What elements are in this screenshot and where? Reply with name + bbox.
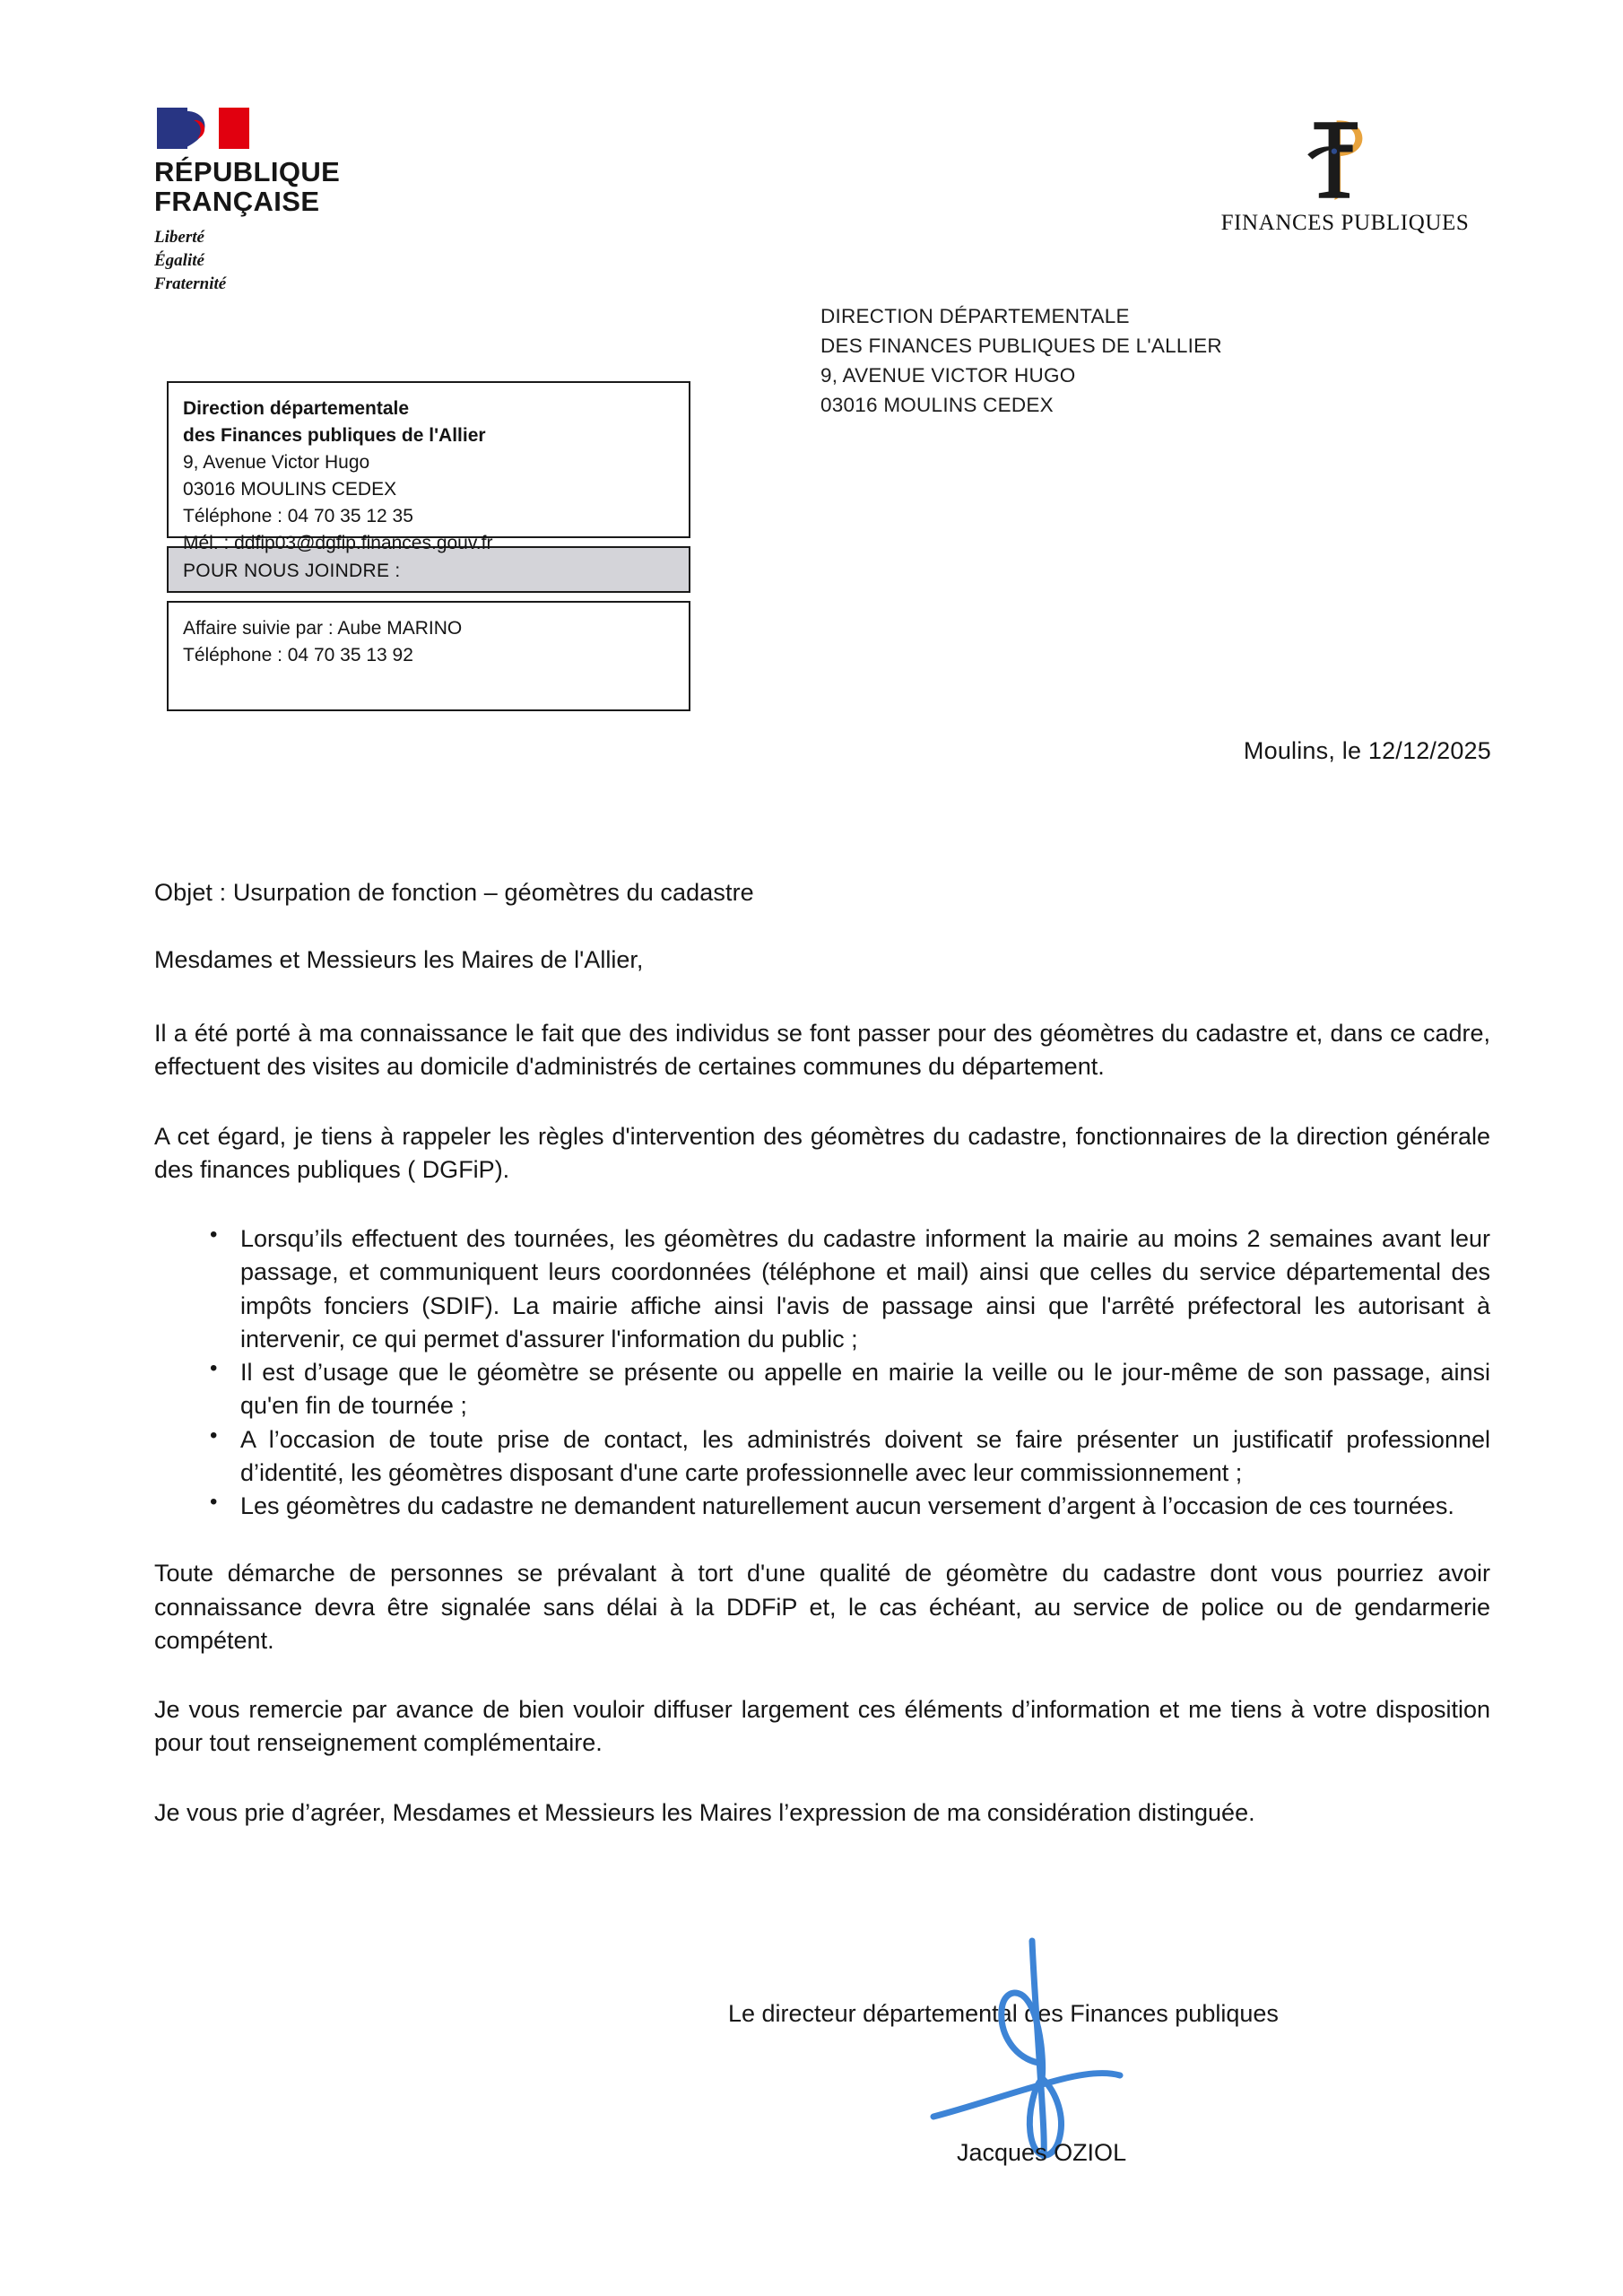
sender-line: 03016 MOULINS CEDEX — [183, 479, 397, 500]
case-handler-phone: Téléphone : 04 70 35 13 92 — [183, 645, 413, 666]
case-handler-box — [167, 601, 690, 711]
address-line: 9, AVENUE VICTOR HUGO — [820, 364, 1076, 387]
republic-line-1: RÉPUBLIQUE — [154, 156, 341, 187]
contact-us-label: POUR NOUS JOINDRE : — [183, 561, 401, 581]
sender-address-box — [167, 381, 690, 554]
address-line: DIRECTION DÉPARTEMENTALE — [820, 305, 1130, 327]
signatory-name: Jacques OZIOL — [957, 2139, 1127, 2166]
case-handler-name: Affaire suivie par : Aube MARINO — [183, 618, 463, 639]
republique-francaise-logo — [154, 108, 450, 297]
french-flag-icon — [157, 108, 249, 149]
sender-line: des Finances publiques de l'Allier — [183, 425, 486, 447]
list-item: • Il est d’usage que le géomètre se présente ou appelle en mairie la veille ou le jour-même de son passage, ainsi qu'en fin de tournée ; — [154, 1356, 1490, 1423]
paragraph-3: Toute démarche de personnes se prévalant à tort d'une qualité de géomètre du cadastre dont vous pourriez avoir connaissance devra être signalée sans délai à la DDFiP et, le cas échéant, au service de police ou de gendarmerie compétent. — [154, 1560, 1490, 1654]
fp-wordmark-text: FINANCES PUBLIQUES — [1220, 211, 1470, 235]
sender-line: Direction départementale — [183, 398, 410, 419]
address-line: 03016 MOULINS CEDEX — [820, 394, 1054, 417]
list-item: • Les géomètres du cadastre ne demandent naturellement aucun versement d’argent à l’occasion de ces tournées. — [154, 1490, 1490, 1523]
salutation: Mesdames et Messieurs les Maires de l'Allier, — [154, 946, 644, 973]
letterhead — [0, 108, 1623, 341]
sender-line: 9, Avenue Victor Hugo — [183, 452, 370, 474]
list-item: • A l’occasion de toute prise de contact, les administrés doivent se faire présenter un justificatif professionnel d’identité, les géomètres disposant d'une carte professionnelle avec leur commissionnement ; — [154, 1423, 1490, 1491]
republic-name — [154, 157, 450, 217]
sender-phone: Téléphone : 04 70 35 12 35 — [183, 506, 413, 527]
paragraph-5: Je vous prie d’agréer, Mesdames et Messieurs les Maires l’expression de ma considération distinguée. — [154, 1798, 1255, 1826]
fp-monogram-icon — [1301, 108, 1390, 204]
date-line: Moulins, le 12/12/2025 — [1243, 737, 1491, 764]
marianne-profile-icon — [176, 108, 212, 149]
motto-fraternite: Fraternité — [154, 274, 227, 294]
contact-boxes — [167, 381, 690, 711]
destination-address — [820, 301, 1222, 420]
motto-egalite: Égalité — [154, 251, 204, 271]
signatory-title: Le directeur départemental des Finances publiques — [728, 2000, 1279, 2027]
paragraph-4: Je vous remercie par avance de bien vouloir diffuser largement ces éléments d’information et me tiens à votre disposition pour tout renseignement complémentaire. — [154, 1696, 1490, 1757]
rules-list — [154, 1222, 1490, 1523]
list-item: • Lorsqu’ils effectuent des tournées, les géomètres du cadastre informent la mairie au moins 2 semaines avant leur passage, et communiquent leurs coordonnées (téléphone et mail) ainsi que celles du service départemental des impôts fonciers (SDIF). La mairie affiche ainsi l'avis de passage ainsi que l'arrêté préfectoral les autorisant à intervenir, ce qui permet d'assurer l'information du public ; — [154, 1222, 1490, 1356]
subject-line: Objet : Usurpation de fonction – géomètres du cadastre — [154, 879, 754, 906]
address-line: DES FINANCES PUBLIQUES DE L'ALLIER — [820, 335, 1222, 358]
handwritten-signature-icon — [921, 1930, 1154, 2235]
paragraph-1: Il a été porté à ma connaissance le fait que des individus se font passer pour des géomètres du cadastre et, dans ce cadre, effectuent des visites au domicile d'administrés de certaines communes du département. — [154, 1020, 1490, 1081]
sender-email: Mél. : ddfip03@dgfip.finances.gouv.fr — [183, 533, 493, 554]
motto-liberte: Liberté — [154, 227, 204, 247]
paragraph-2: A cet égard, je tiens à rappeler les règles d'intervention des géomètres du cadastre, fonctionnaires de la direction générale des finances publiques ( DGFiP). — [154, 1122, 1490, 1183]
signature-block — [154, 2000, 1490, 2269]
finances-publiques-logo — [1197, 108, 1493, 236]
republic-line-2: FRANÇAISE — [154, 186, 320, 218]
letter-body — [154, 879, 1490, 1864]
republic-motto — [154, 226, 450, 297]
fp-wordmark — [1197, 211, 1493, 236]
